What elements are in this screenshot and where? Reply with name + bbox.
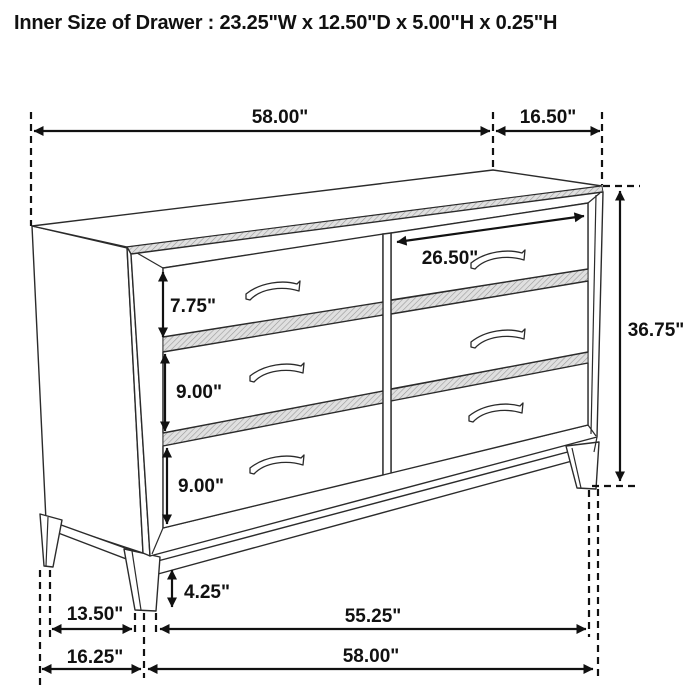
dim-label-bottom-drawer-height: 9.00" (178, 476, 224, 497)
dim-label-drawer-width: 26.50" (421, 248, 479, 269)
dim-label-middle-drawer-height: 9.00" (176, 382, 222, 403)
dim-label-base-width-inner: 55.25" (344, 606, 402, 627)
dim-label-top-depth: 16.50" (519, 107, 577, 128)
dresser-drawing (32, 170, 603, 611)
dim-label-leg-height: 4.25" (184, 582, 230, 603)
dim-label-base-width-overall: 58.00" (342, 646, 400, 667)
front-left-leg (124, 549, 160, 611)
dim-label-top-drawer-height: 7.75" (170, 296, 216, 317)
dim-label-base-depth-inner: 13.50" (66, 604, 124, 625)
dim-label-base-depth-overall: 16.25" (66, 647, 124, 668)
back-left-leg (40, 514, 62, 567)
dim-label-overall-height: 36.75" (627, 320, 685, 341)
dim-label-top-width: 58.00" (251, 107, 309, 128)
left-side-panel (32, 226, 143, 553)
diagram-title: Inner Size of Drawer : 23.25"W x 12.50"D x 5.00"H x 0.25"H (14, 12, 558, 34)
center-divider (383, 233, 391, 475)
